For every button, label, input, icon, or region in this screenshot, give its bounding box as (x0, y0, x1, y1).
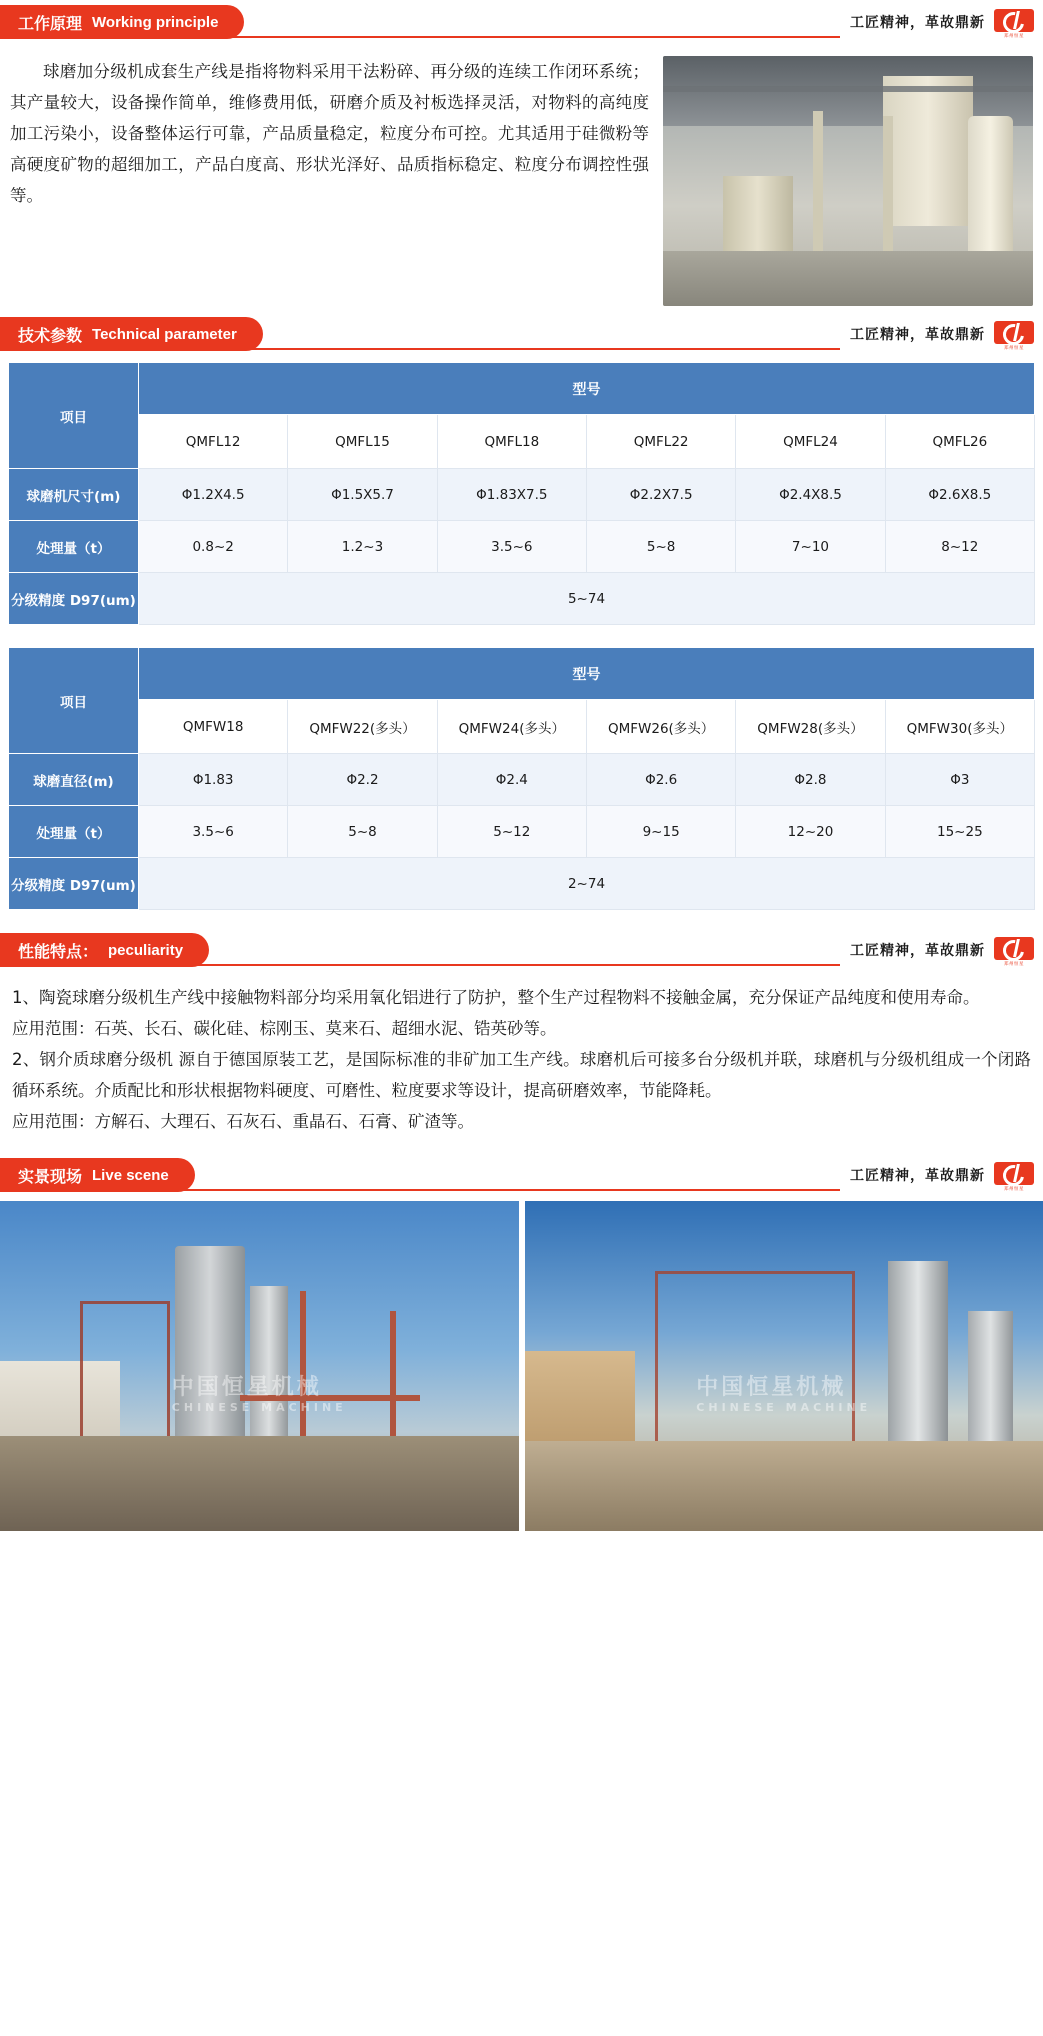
photo-silo (883, 76, 973, 226)
company-logo-icon (993, 933, 1035, 967)
table-group-header: 型号 (139, 648, 1035, 700)
table-cell: 1.2~3 (288, 521, 437, 573)
section-tag-technical-parameter (0, 317, 263, 351)
section-header-technical-parameter (0, 312, 1043, 356)
section-title-en: Live scene (92, 1166, 169, 1184)
peculiarity-line: 应用范围：方解石、大理石、石灰石、重晶石、石膏、矿渣等。 (12, 1112, 474, 1131)
photo-silo-secondary (968, 1311, 1013, 1461)
table-model-cell: QMFL15 (288, 415, 437, 469)
table-row-label: 分级精度 D97(um) (9, 858, 139, 910)
peculiarity-line: 2、钢介质球磨分级机 源自于德国原装工艺，是国际标准的非矿加工生产线。球磨机后可接多台分级机并联，球磨机与分级机组成一个闭路循环系统。介质配比和形状根据物料硬度、可磨性、粒度要求等设计，提高研磨效率，节能降耗。 (12, 1050, 1031, 1100)
photo-silo (888, 1261, 948, 1461)
table-model-cell: QMFW30(多头） (885, 700, 1034, 754)
table-row (9, 806, 1035, 858)
table-cell: Φ2.6X8.5 (885, 469, 1034, 521)
logo-mark (994, 9, 1034, 32)
table-cell: Φ1.2X4.5 (139, 469, 288, 521)
table-row (9, 415, 1035, 469)
table-cell: 5~12 (437, 806, 586, 858)
table-row (9, 363, 1035, 415)
brand-slogan: 工匠精神，革故鼎新 (850, 942, 985, 958)
table-row-label: 球磨直径(m) (9, 754, 139, 806)
live-scene-photo-left (0, 1201, 519, 1531)
table-model-cell: QMFW18 (139, 700, 288, 754)
table-cell: 12~20 (736, 806, 885, 858)
table-item-header: 项目 (9, 648, 139, 754)
section-title-cn: 工作原理 (18, 15, 83, 33)
peculiarity-line: 1、陶瓷球磨分级机生产线中接触物料部分均采用氧化铝进行了防护，整个生产过程物料不接触金属，充分保证产品纯度和使用寿命。 (12, 988, 980, 1007)
logo-mark (994, 937, 1034, 960)
brand-slogan: 工匠精神，革故鼎新 (850, 1167, 985, 1183)
table-cell: 5~8 (586, 521, 735, 573)
table-row (9, 754, 1035, 806)
logo-text: 郑州恒星 (1004, 345, 1024, 350)
section-title-en: peculiarity (108, 941, 184, 959)
brand-slogan: 工匠精神，革故鼎新 (850, 326, 985, 342)
table-model-cell: QMFW26(多头） (586, 700, 735, 754)
table-model-cell: QMFL18 (437, 415, 586, 469)
table-model-cell: QMFL22 (586, 415, 735, 469)
table-model-cell: QMFL12 (139, 415, 288, 469)
logo-text: 郑州恒星 (1004, 33, 1024, 38)
logo-mark (994, 1162, 1034, 1185)
section-title-cn: 技术参数 (18, 327, 83, 345)
table-cell: 15~25 (885, 806, 1034, 858)
peculiarity-line: 应用范围：石英、长石、碳化硅、棕刚玉、莫来石、超细水泥、锆英砂等。 (12, 1019, 557, 1038)
table-row-label: 球磨机尺寸(m) (9, 469, 139, 521)
section-title-en: Working principle (92, 13, 219, 31)
spec-table-1 (8, 362, 1035, 625)
company-logo-icon (993, 5, 1035, 39)
table-cell-merged: 5~74 (139, 573, 1035, 625)
table-cell: 7~10 (736, 521, 885, 573)
table-row (9, 573, 1035, 625)
spec-table-1-wrap (0, 356, 1043, 629)
table-cell: 8~12 (885, 521, 1034, 573)
table-cell: Φ3 (885, 754, 1034, 806)
table-model-cell: QMFL26 (885, 415, 1034, 469)
table-model-cell: QMFW24(多头） (437, 700, 586, 754)
logo-text: 郑州恒星 (1004, 1186, 1024, 1191)
photo-ground (525, 1441, 1043, 1531)
table-row (9, 521, 1035, 573)
photo-beam (663, 86, 1033, 92)
table-model-cell: QMFL24 (736, 415, 885, 469)
working-principle-photo (663, 56, 1033, 306)
photo-tower (175, 1246, 245, 1461)
photo-watermark: 中国恒星机械 CHINESE MACHINE (696, 1375, 872, 1415)
table-cell: 3.5~6 (437, 521, 586, 573)
working-principle-text: 球磨加分级机成套生产线是指将物料采用干法粉碎、再分级的连续工作闭环系统；其产量较大，设备操作简单，维修费用低，研磨介质及衬板选择灵活，对物料的高纯度加工污染小，设备整体运行可靠，产品质量稳定，粒度分布可控。尤其适用于硅微粉等高硬度矿物的超细加工，产品白度高、形状光泽好、品质指标稳定、粒度分布调控性强等。 (10, 62, 649, 205)
section-header-live-scene (0, 1153, 1043, 1197)
table-cell: 0.8~2 (139, 521, 288, 573)
company-logo-icon (993, 1158, 1035, 1192)
table-row (9, 858, 1035, 910)
brand-block (840, 933, 1043, 967)
table-cell: Φ2.8 (736, 754, 885, 806)
spec-table-2-wrap (0, 629, 1043, 914)
table-model-cell: QMFW22(多头） (288, 700, 437, 754)
photo-ground (0, 1436, 519, 1531)
section-title-en: Technical parameter (92, 325, 237, 343)
table-cell: Φ2.6 (586, 754, 735, 806)
photo-steel-frame (655, 1271, 855, 1461)
live-scene-photo-right (525, 1201, 1043, 1531)
spec-table-2 (8, 647, 1035, 910)
section-tag-peculiarity (0, 933, 209, 967)
table-cell: Φ1.83X7.5 (437, 469, 586, 521)
logo-text: 郑州恒星 (1004, 961, 1024, 966)
table-row-label: 处理量（t） (9, 521, 139, 573)
table-cell: Φ1.5X5.7 (288, 469, 437, 521)
photo-watermark: 中国恒星机械 CHINESE MACHINE (171, 1375, 347, 1415)
section-header-working-principle (0, 0, 1043, 44)
table-row-label: 处理量（t） (9, 806, 139, 858)
table-item-header: 项目 (9, 363, 139, 469)
company-logo-icon (993, 317, 1035, 351)
section-tag-live-scene (0, 1158, 195, 1192)
table-group-header: 型号 (139, 363, 1035, 415)
brand-block (840, 317, 1043, 351)
table-row (9, 469, 1035, 521)
table-cell: Φ1.83 (139, 754, 288, 806)
table-cell-merged: 2~74 (139, 858, 1035, 910)
peculiarity-body (0, 972, 1043, 1145)
section-title-cn: 性能特点： (18, 943, 99, 961)
table-cell: 3.5~6 (139, 806, 288, 858)
table-row (9, 700, 1035, 754)
section-tag-working-principle (0, 5, 244, 39)
table-cell: Φ2.4X8.5 (736, 469, 885, 521)
table-cell: 5~8 (288, 806, 437, 858)
brand-block (840, 1158, 1043, 1192)
live-scene-gallery (0, 1197, 1043, 1531)
table-model-cell: QMFW28(多头） (736, 700, 885, 754)
working-principle-body (0, 44, 1043, 312)
table-cell: Φ2.2 (288, 754, 437, 806)
photo-floor (663, 251, 1033, 306)
brand-slogan: 工匠精神，革故鼎新 (850, 14, 985, 30)
section-title-cn: 实景现场 (18, 1168, 83, 1186)
section-header-peculiarity (0, 928, 1043, 972)
table-cell: 9~15 (586, 806, 735, 858)
table-row-label: 分级精度 D97(um) (9, 573, 139, 625)
table-row (9, 648, 1035, 700)
table-cell: Φ2.2X7.5 (586, 469, 735, 521)
table-cell: Φ2.4 (437, 754, 586, 806)
logo-mark (994, 321, 1034, 344)
brand-block (840, 5, 1043, 39)
